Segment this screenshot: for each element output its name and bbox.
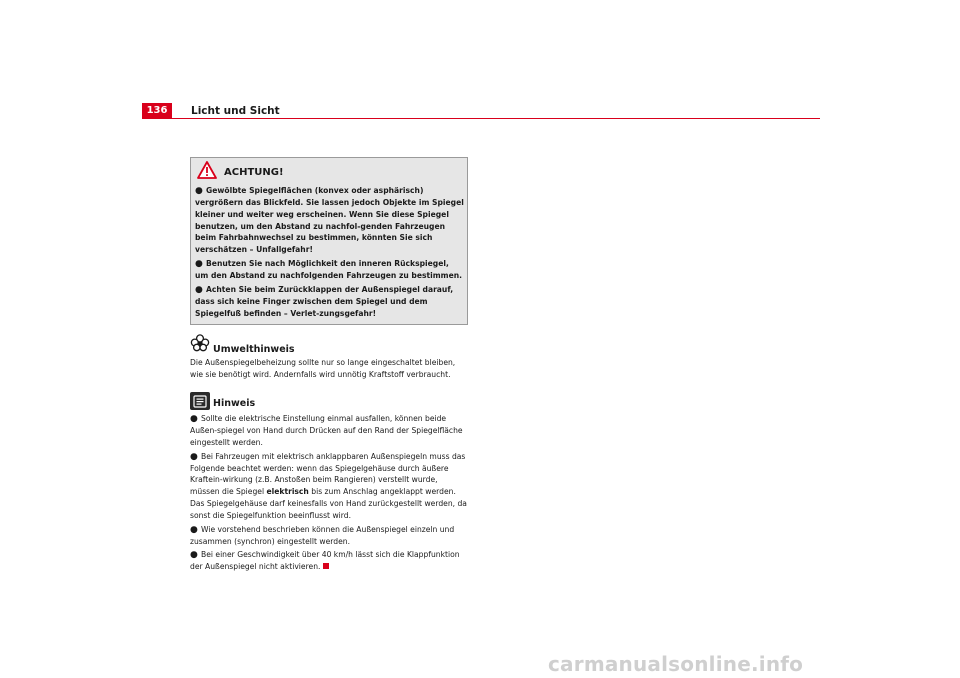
bullet-icon: ● — [195, 258, 203, 269]
warning-item — [191, 185, 467, 256]
hint-item-text: bis zum Anschlag angeklappt werden. Das Spiegelgehäuse darf keinesfalls von Hand zurückgestellt werden, da sonst die Spiegelfunktion beeinflusst wird. — [190, 487, 467, 520]
hint-item — [190, 451, 468, 522]
bullet-icon: ● — [195, 186, 203, 196]
watermark: carmanualsonline.info — [548, 652, 804, 676]
hint-item-text: Sollte die elektrische Einstellung einmal ausfallen, können beide Außen-spiegel von Hand durch Drücken auf den Rand der Spiegelfläche eingestellt werden. — [190, 413, 463, 447]
bullet-icon: ● — [190, 413, 198, 424]
hint-list — [190, 413, 468, 573]
bullet-icon: ● — [190, 550, 198, 561]
hint-item-text: Bei Fahrzeugen mit elektrisch anklappbaren Außenspiegeln muss das Folgende beachtet werden: wenn das Spiegelgehäuse durch äußere Kraftein-wirkung (z.B. Anstoßen beim Rangieren) verstellt wurde, müssen die Spiegel — [190, 451, 466, 497]
warning-box — [190, 157, 468, 325]
flower-icon — [190, 334, 210, 356]
environment-title: Umwelthinweis — [213, 344, 295, 356]
bullet-icon: ● — [195, 284, 203, 295]
page-content — [190, 157, 468, 575]
hint-title: Hinweis — [213, 397, 256, 409]
hint-heading — [190, 388, 468, 410]
environment-heading — [190, 334, 468, 356]
header-rule — [172, 118, 820, 119]
bullet-icon: ● — [190, 451, 198, 462]
warning-item-text: Benutzen Sie nach Möglichkeit den inneren Rückspiegel, um den Abstand zu nachfolgenden Fahrzeugen zu bestimmen. — [195, 258, 463, 280]
warning-item — [191, 284, 467, 320]
warning-item-text: Achten Sie beim Zurückklappen der Außenspiegel darauf, dass sich keine Finger zwischen dem Spiegel und dem Spiegelfuß befinden – Verlet-zungsgefahr! — [195, 284, 454, 318]
hint-item — [190, 413, 468, 449]
hint-item-text: Bei einer Geschwindigkeit über 40 km/h lässt sich die Klappfunktion der Außenspiegel nicht aktivieren. — [190, 550, 460, 572]
hint-item-emphasis: elektrisch — [266, 487, 309, 497]
hint-item — [190, 549, 468, 573]
hint-icon — [190, 392, 210, 410]
page-header — [142, 103, 820, 119]
warning-title: ACHTUNG! — [224, 166, 284, 178]
warning-item — [191, 258, 467, 282]
warning-title-row — [191, 161, 467, 183]
end-of-section-icon — [323, 563, 329, 569]
page-number: 136 — [142, 103, 172, 119]
warning-triangle-icon — [197, 161, 217, 183]
hint-item — [190, 524, 468, 548]
bullet-icon: ● — [190, 524, 198, 535]
section-title: Licht und Sicht — [191, 105, 280, 117]
warning-item-text: Gewölbte Spiegelflächen (konvex oder asphärisch) vergrößern das Blickfeld. Sie lassen jedoch Objekte im Spiegel kleiner und weiter weg erscheinen. Wenn Sie diese Spiegel benutzen, um den Abstand zu nachfol-genden Fahrzeugen beim Fahrbahnwechsel zu bestimmen, könnten Sie sich verschätzen – Unfallgefahr! — [195, 186, 464, 255]
environment-text: Die Außenspiegelbeheizung sollte nur so lange eingeschaltet bleiben, wie sie benötigt wird. Andernfalls wird unnötig Kraftstoff verbraucht. — [190, 358, 456, 380]
hint-item-text: Wie vorstehend beschrieben können die Außenspiegel einzeln und zusammen (synchron) eingestellt werden. — [190, 524, 455, 546]
